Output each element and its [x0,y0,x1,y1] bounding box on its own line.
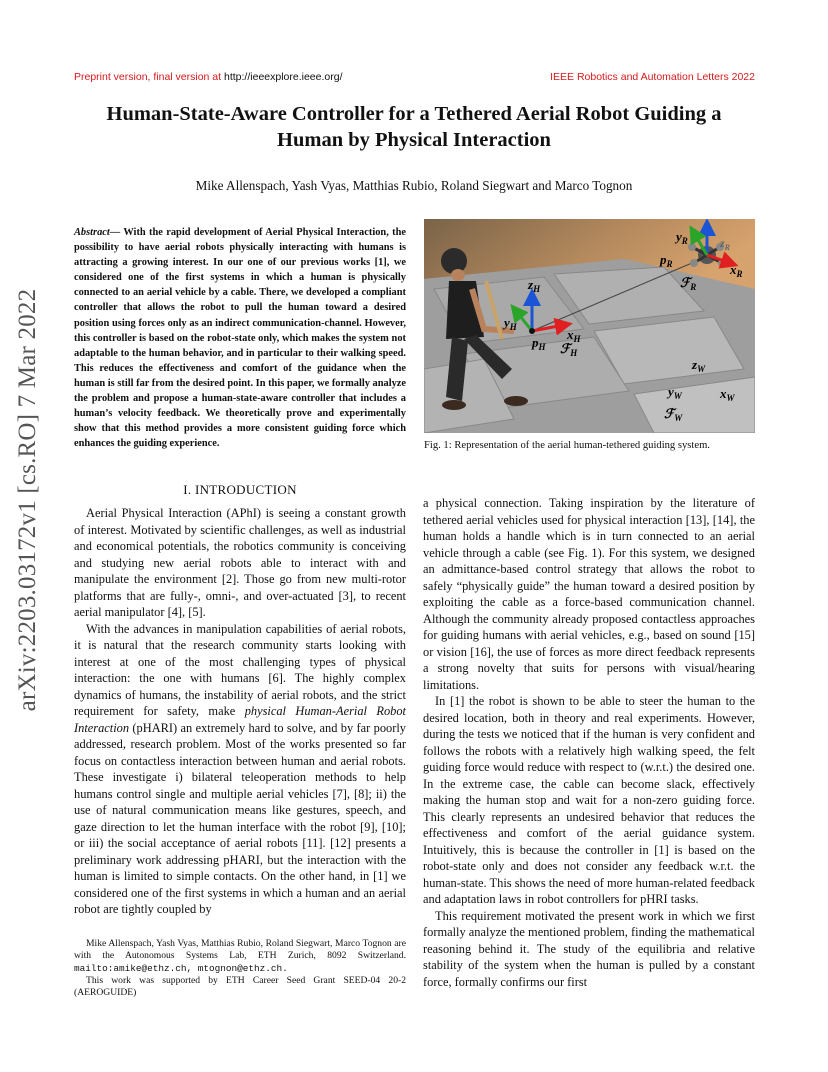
right-paragraph-3: This requirement motivated the present work in which we first formally analyze the mentioned problem, finding the mathematical reasoning behind it. The study of the equilibria and relative stability of the system when the human is pulled by a constant force, formally confirms our first [423,908,755,989]
left-paragraph-2-emphasis: physical Human-Aerial Robot Interaction [74,704,406,735]
label-z-r-sub: R [724,243,731,252]
label-x-w: x [720,386,727,401]
label-y-h: y [504,315,510,330]
arxiv-stamp: arXiv:2203.03172v1 [cs.RO] 7 Mar 2022 [14,288,41,712]
abstract-text: — With the rapid development of Aerial Physical Interaction, the possibility to have aerial robots physically interacting with humans is attracting a growing interest. In our one of our previous works [1], we considered one of the first systems in which a human is physically connected to an aerial vehicle by a cable. There, we developed a compliant controller that allows the robot to pull the human toward a desired position using forces only as an indirect communication-channel. However, this controller is based on the robot-state only, which makes the system not adaptable to the human behavior, and in particular to their walking speed. This reduces the effectiveness and comfort of the guidance when the human is still far from the desired point. In this paper, we formally analyze the problem and propose a human-state-aware controller that includes a human’s velocity feedback. We theoretically prove and experimentally show that this method provides a more consistent guiding force which enhances the guiding experience. [74,227,406,450]
figure-1-caption: Fig. 1: Representation of the aerial human-tethered guiding system. [424,440,710,451]
label-y-w-sub: W [673,391,682,401]
label-y-w: y [668,384,674,399]
left-paragraph-1: Aerial Physical Interaction (APhI) is seeing a constant growth of interest. Motivated by scientific challenges, as well as industrial and economical potentials, the robotics community is conceiving and studying new aerial robots able to interact with and manipulate the environment [2]. Those go from new multi-rotor platforms that are fully-, omni-, and over-actuated [3], to recent aerial manipulator [4], [5]. [74,506,406,619]
figure-1-illustration [424,219,755,433]
paper-title [60,101,768,153]
label-x-r: x [730,262,737,277]
left-paragraph-2 [74,621,406,918]
label-f-h-sub: H [570,348,578,358]
author-list: Mike Allenspach, Yash Vyas, Matthias Rubio, Roland Siegwart and Marco Tognon [195,178,633,193]
label-z-h-sub: H [533,284,541,294]
label-p-r: p [660,252,667,267]
footnote-email[interactable]: mailto:amike@ethz.ch, mtognon@ethz.ch. [74,962,288,974]
preprint-label: Preprint version, final version at [74,71,222,83]
label-x-w-sub: W [726,393,735,403]
label-x-h: x [567,327,574,342]
label-z-h: z [528,277,534,292]
footnotes [74,938,406,999]
label-f-r: ℱ [680,275,691,290]
label-f-h: ℱ [560,341,571,356]
title-line-1: Human-State-Aware Controller for a Tethered Aerial Robot Guiding a [106,103,722,125]
label-y-h-sub: H [509,322,517,332]
left-paragraph-2-a: With the advances in manipulation capabilities of aerial robots, it is natural that the research community starts looking with interest at one of the most challenging types of physical interaction: the one with humans [6]. The highly complex dynamics of humans, the instability of aerial robots, and the strict requirement for safety, make [74,621,406,718]
left-paragraph-2-b: (pHARI) an extremely hard to solve, and by far poorly addressed, research problem. Most of the works presented so far focus on contactless interaction between human and aerial robots. These investigate i) bilateral teleoperation methods to help humans control single and multiple aerial vehicles [7], [8]; ii) the use of natural communication means like gestures, speech, and gaze direction to let the human interface with the robot [9], [10]; or iii) the social acceptance of aerial robots [11]. [12] presents a preliminary work addressing pHARI, but the interaction with the human is limited to simple contacts. On the other hand, in [1] we considered one of the first systems in which a human and an aerial robot are tightly coupled by [74,720,406,916]
label-f-w-sub: W [674,413,683,423]
label-y-r-sub: R [681,236,688,246]
label-p-h-sub: H [538,342,546,352]
right-paragraph-1: a physical connection. Taking inspiration by the literature of tethered aerial vehicles used for physical interaction [13], [14], the human holds a handle which is in turn connected to an aerial vehicle through a cable (see Fig. 1). For this system, we designed an admittance-based control strategy that allows the robot to safely “physically guide” the human toward a desired position by exploiting the cable as a force-based communication channel. Although the community already proposed contactless approaches for guiding humans with aerial vehicles, e.g., based on sound [15] or vision [16], the use of forces as more direct feedback represents a strong novelty that suits for persons with visual/hearing limitations. [423,496,755,692]
journal-header: IEEE Robotics and Automation Letters 2022 [550,71,755,83]
footnote-affiliation-text: Mike Allenspach, Yash Vyas, Matthias Rubio, Roland Siegwart, Marco Tognon are with the Autonomous Systems Lab, ETH Zurich, 8092 Switzerland. [74,938,406,962]
right-paragraph-2: In [1] the robot is shown to be able to steer the human to the desired location, both in theory and real experiments. However, during the tests we noticed that if the human is very confident and follows the robots with a relatively high walking speed, the felt guiding force would reduce with respect to (w.r.t.) the desired one. In the extreme case, the cable can become slack, effectively making the human stop and wait for a non-zero guiding force. This clearly represents an undesired behavior that reduces the effectiveness and comfort of the aerial guidance system. Intuitively, this is because the controller in [1] is based on the robot-state only and does not consider any feedback w.r.t. the human-state. This shows the need of more human-related feedback and adaptation laws in robot controllers for pHRI tasks. [423,694,755,906]
label-f-r-sub: R [690,282,697,292]
section-heading: I. INTRODUCTION [183,482,297,497]
abstract [74,225,406,451]
label-z-w: z [692,357,698,372]
footnote-affiliation [74,938,406,975]
abstract-label: Abstract [74,227,110,238]
right-column [423,495,755,990]
label-f-w: ℱ [664,406,675,421]
label-z-r: z [720,236,725,250]
footnote-funding: This work was supported by ETH Career Seed Grant SEED-04 20-2 (AEROGUIDE) [74,974,406,999]
label-y-r: y [676,229,682,244]
preprint-url[interactable]: http://ieeexplore.ieee.org/ [224,71,343,83]
label-p-h: p [532,335,539,350]
preprint-header [74,71,343,83]
label-x-r-sub: R [736,269,743,279]
title-line-2: Human by Physical Interaction [277,129,551,151]
label-z-w-sub: W [697,364,706,374]
left-column [74,505,406,918]
figure-1 [424,219,755,433]
label-p-r-sub: R [666,259,673,269]
label-x-h-sub: H [573,334,581,344]
